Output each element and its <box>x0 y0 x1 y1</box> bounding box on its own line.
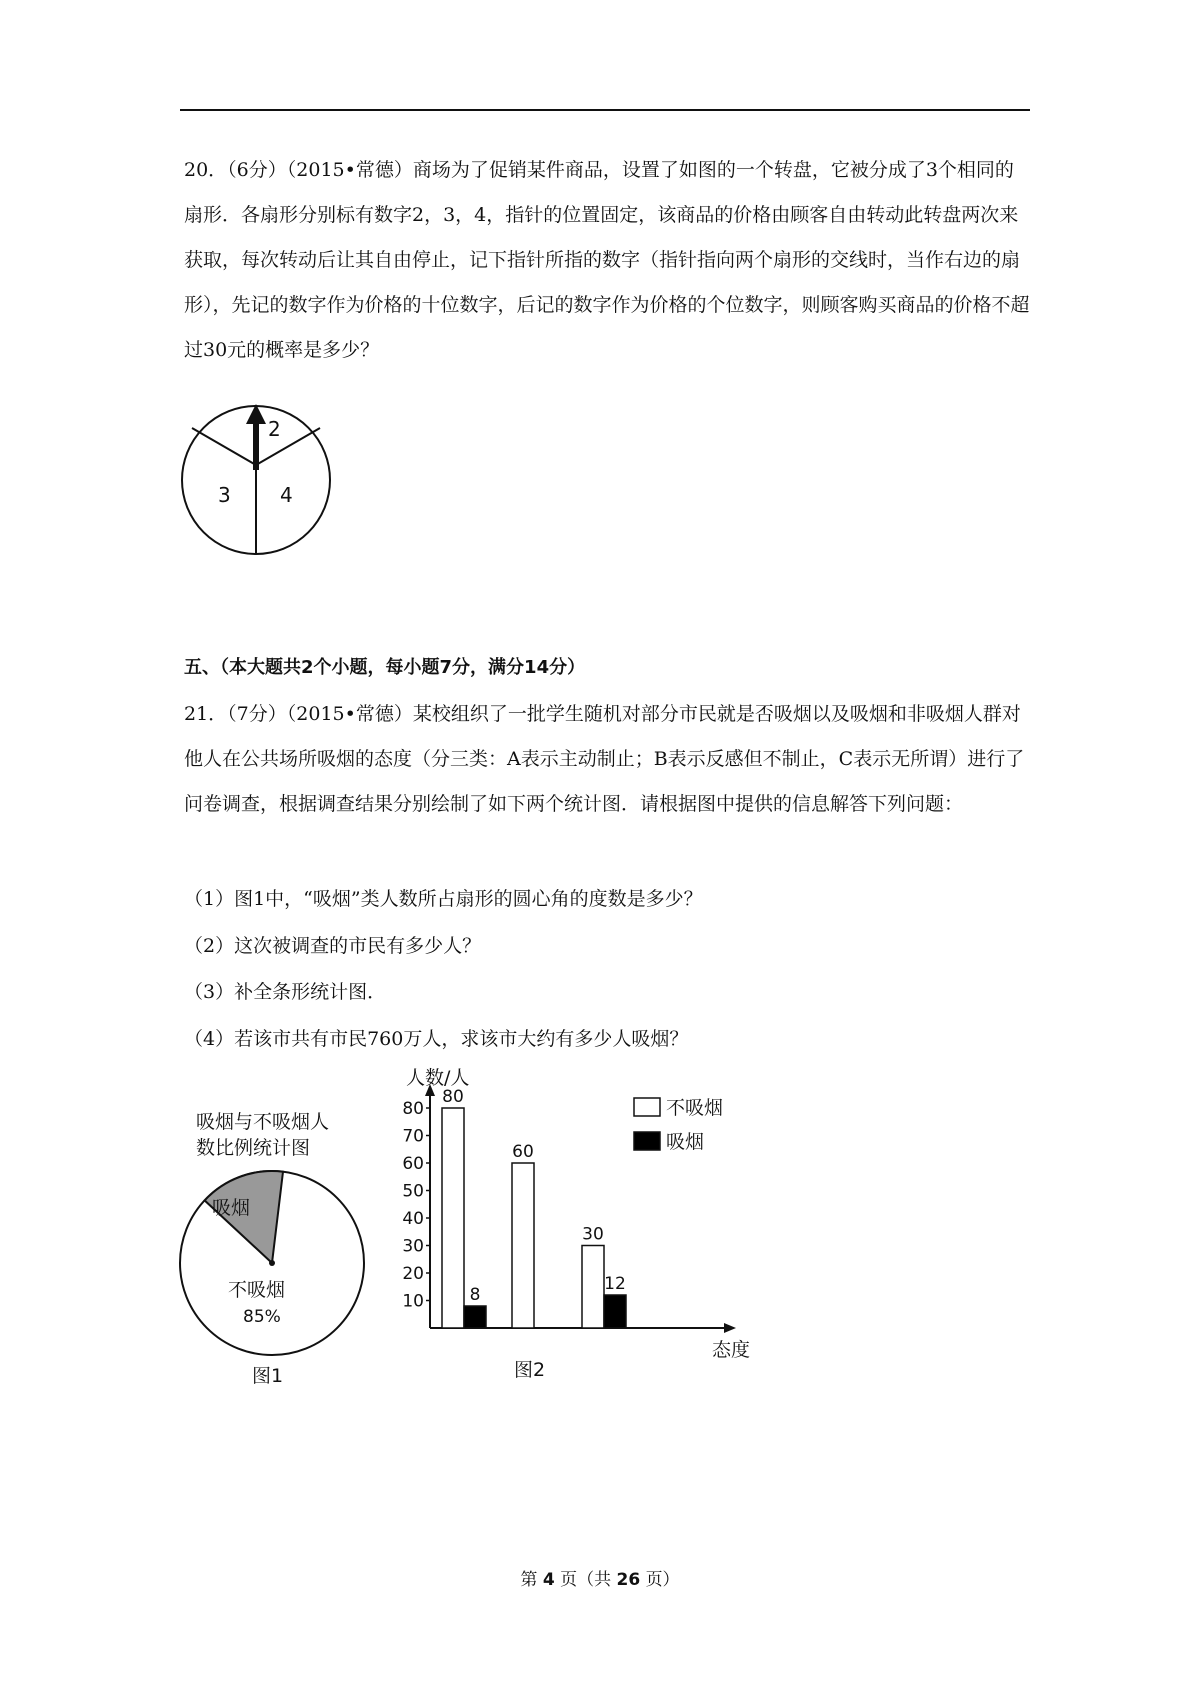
legend-label-nonsmoke: 不吸烟 <box>666 1097 724 1119</box>
bar-y-tick-label: 60 <box>402 1154 424 1174</box>
spinner-label-3: 3 <box>218 483 231 507</box>
bar-x-axis-arrow <box>724 1323 736 1333</box>
question-21-sub-4: （4）若该市共有市民760万人，求该市大约有多少人吸烟？ <box>184 1028 689 1050</box>
bar-data-label: 80 <box>442 1087 464 1107</box>
section-5-title: 五、（本大题共2个小题，每小题7分，满分14分） <box>184 657 586 678</box>
bar-data-label: 12 <box>604 1274 626 1294</box>
bar-y-tick-label: 40 <box>402 1209 424 1229</box>
pie-title-line1: 吸烟与不吸烟人 <box>196 1111 330 1133</box>
bar-nonsmoke-2 <box>582 1246 604 1329</box>
bar-smoke-0 <box>464 1306 486 1328</box>
bar-data-label: 60 <box>512 1142 534 1162</box>
footer-middle: 页（共 <box>560 1570 612 1590</box>
bar-ylabel: 人数/人 <box>406 1067 470 1089</box>
pie-label-smoke: 吸烟 <box>212 1197 251 1219</box>
bar-xlabel: 态度 <box>712 1339 751 1361</box>
footer-page-number: 4 <box>542 1570 555 1590</box>
bar-nonsmoke-0 <box>442 1108 464 1328</box>
pie-chart <box>176 1100 376 1390</box>
bar-data-label: 8 <box>469 1285 481 1305</box>
bar-y-tick-label: 10 <box>402 1291 424 1312</box>
spinner-label-2: 2 <box>268 417 281 441</box>
pie-label-nonsmoke: 不吸烟 <box>228 1279 286 1301</box>
bar-chart <box>396 1060 766 1380</box>
pie-label-nonsmoke-percent: 85% <box>243 1307 281 1327</box>
footer-suffix: 页） <box>645 1570 680 1590</box>
bar-data-label: 30 <box>582 1224 604 1245</box>
page-footer <box>0 1565 1200 1590</box>
footer-total-pages: 26 <box>616 1570 641 1590</box>
spinner-label-4: 4 <box>280 483 293 507</box>
bar-smoke-2 <box>604 1295 626 1328</box>
bar-nonsmoke-1 <box>512 1163 534 1328</box>
footer-prefix: 第 <box>520 1570 538 1590</box>
question-21-sub-2: （2）这次被调查的市民有多少人？ <box>184 935 482 957</box>
question-21-sub-1: （1）图1中，“吸烟”类人数所占扇形的圆心角的度数是多少？ <box>184 888 703 910</box>
pie-title-line2: 数比例统计图 <box>196 1137 311 1159</box>
pie-caption: 图1 <box>252 1365 284 1387</box>
bar-y-tick-label: 70 <box>402 1126 424 1147</box>
legend-swatch-smoke <box>634 1132 660 1150</box>
bar-y-tick-label: 50 <box>402 1181 424 1202</box>
question-21-sub-3: （3）补全条形统计图． <box>184 981 387 1003</box>
pie-center-dot <box>269 1260 275 1266</box>
question-20-text: 20．（6分）（2015•常德）商场为了促销某件商品，设置了如图的一个转盘，它被分成了3个相同的扇形．各扇形分别标有数字2，3，4，指针的位置固定，该商品的价格由顾客自由转动此转盘两次来获取，每次转动后让其自由停止，记下指针所指的数字（指针指向两个扇形的交线时，当作右边的扇形），先记的数字作为价格的十位数字，后记的数字作为价格的个位数字，则顾客购买商品的价格不超过30元的概率是多少？ <box>184 159 1030 361</box>
legend-swatch-nonsmoke <box>634 1098 660 1116</box>
bar-caption: 图2 <box>514 1359 546 1380</box>
bar-y-tick-label: 80 <box>402 1099 424 1119</box>
spinner-figure <box>176 400 336 560</box>
bar-y-tick-label: 30 <box>402 1236 424 1257</box>
legend-label-smoke: 吸烟 <box>666 1131 705 1153</box>
question-21-text: 21．（7分）（2015•常德）某校组织了一批学生随机对部分市民就是否吸烟以及吸烟和非吸烟人群对他人在公共场所吸烟的态度（分三类：A表示主动制止；B表示反感但不制止，C表示无所谓）进行了问卷调查，根据调查结果分别绘制了如下两个统计图．请根据图中提供的信息解答下列问题： <box>184 703 1025 815</box>
bar-y-tick-label: 20 <box>402 1264 424 1284</box>
header-rule <box>180 109 1030 111</box>
